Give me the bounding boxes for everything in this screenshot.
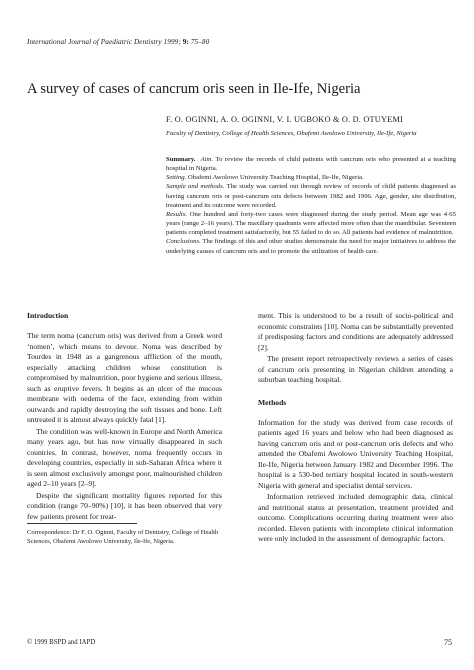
article-title: A survey of cases of cancrum oris seen in Ile-Ife, Nigeria [27,81,361,97]
abstract-setting [166,173,456,182]
abstract-aim [166,155,456,173]
summary-label: Summary. [166,156,196,163]
intro-paragraph-1: The term noma (cancrum oris) was derived from a Greek word ‘nomen’, which means to devour. Noma was described by Tourdes in 1948 as a gangrenous affliction of the mouth, especially attacking children whose constitution is compromised by malnutrition, poor hygiene and serious illness, such as eruptive fevers. It begins as an ulcer of the mucous membrane with oedema of the face, extending from within outwards and rapidly destroying the soft tissues and bone. Left untreated it is almost always quickly fatal [1]. [27,331,222,424]
abstract-results [166,210,456,237]
abstract-conclusions [166,237,456,255]
introduction-heading: Introduction [27,311,69,320]
intro-paragraph-2: The condition was well-known in Europe and North America many years ago, but has now virtually disappeared in such countries. In contrast, however, noma frequently occurs in developing countries, especially in sub-Saharan Africa where it is seen almost exclusively amongst poor, malnourished children aged 2–10 years [2–9]. [27,426,222,488]
aim-label: Aim. [200,156,214,163]
journal-volume: 9: [182,38,189,46]
author-list: F. O. OGINNI, A. O. OGINNI, V. I. UGBOKO & O. D. OTUYEMI [166,115,404,124]
abstract-methods [166,182,456,209]
methods-heading: Methods [258,397,287,407]
author-affiliation: Faculty of Dentistry, College of Health Sciences, Obafemi Awolowo University, Ile-Ife, Nigeria [166,130,417,137]
setting-text: Obafemi Awolowo University Teaching Hospital, Ile-Ife, Nigeria. [187,174,364,182]
methods-label: Sample and methods. [166,183,225,191]
conclusions-label: Conclusions. [166,238,201,246]
results-text: One hundred and forty-two cases were diagnosed during the study period. Mean age was 4·65 years (range 2–16 years). The maxillary quadrants were affected more often than the mandibular. Seventeen patients completed treatment satisfactorily, but 55 failed to do so. All patients had evidence of malnutrition. [166,210,456,237]
aim-text: To review the records of child patients with cancrum oris who presented at a teaching hospital in Nigeria. [166,156,457,173]
correspondence-note: Correspondence: Dr F. O. Oginni, Faculty of Dentistry, College of Health Sciences, Obafemi Awolowo University, Ile-Ife, Nigeria. [27,529,219,545]
copyright-notice: © 1999 BSPD and IAPD [27,639,96,646]
journal-name: International Journal of Paediatric Dentistry 1999; [27,38,181,46]
journal-citation [27,38,209,46]
left-column [27,311,222,523]
intro-continued: ment. This is understood to be a result of socio-political and economic constraints [10]. Noma can be substantially prevented if predisposing factors and conditions are adequately addressed [2]. [258,311,453,352]
abstract [166,155,456,256]
results-label: Results. [166,210,187,218]
right-column [258,311,453,546]
intro-paragraph-4: The present report retrospectively reviews a series of cases of cancrum oris presenting in Nigerian children attending a suburban teaching hospital. [258,354,453,384]
intro-paragraph-3: Despite the significant mortality figures reported for this condition (range 70–90%) [10], it has been observed that very few patients present for treat- [27,490,222,521]
page-number: 75 [444,638,452,647]
methods-paragraph-2: Information retrieved included demographic data, clinical and nutritional status at presentation, treatment provided and outcome. Complications occurring during treatment were also recorded. Eleven patients with incomplete clinical information were only included in the assessment of demographic factors. [258,492,453,543]
methods-text: The study was carried out through review of records of child patients diagnosed as having cancrum oris or post-cancrum oris defects between 1982 and 1996. Age, gender, site distribution, treatment and its outcome were recorded. [166,183,456,209]
conclusions-text: The findings of this and other studies demonstrate the need for major initiatives to address the underlying causes of cancrum oris and to promote the utilization of health care. [166,238,456,255]
methods-paragraph-1: Information for the study was derived from case records of patients aged 16 years and below who had been diagnosed as having cancrum oris and or post-cancrum oris defects and who attended the Obafemi Awolowo University Teaching Hospital, Ile-Ife, Nigeria between January 1982 and December 1996. The hospital is a 530-bed tertiary hospital located in south-western Nigeria with general and specialist dental services. [258,417,453,490]
setting-label: Setting. [166,174,187,182]
journal-pages: 75–80 [190,38,210,46]
footnote-rule [27,523,137,524]
